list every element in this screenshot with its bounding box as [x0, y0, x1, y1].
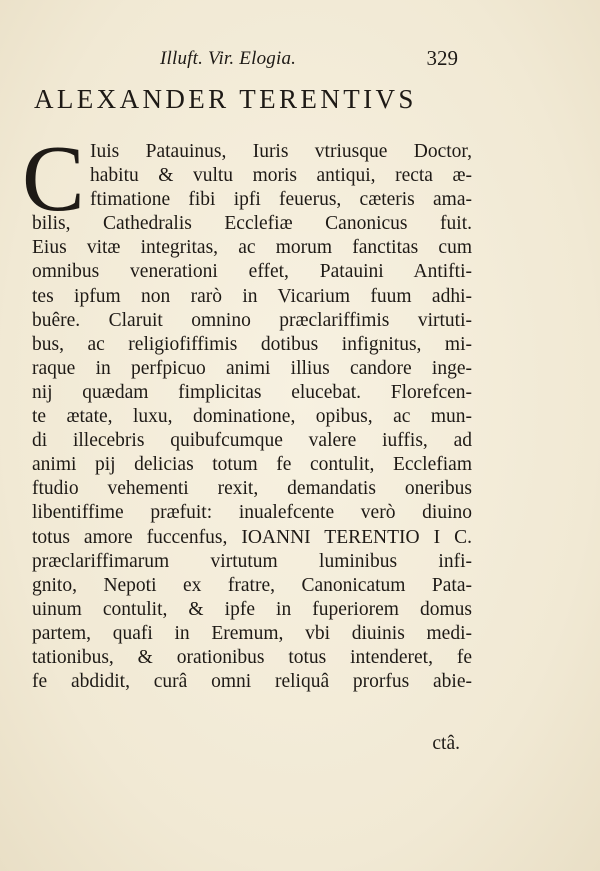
text-line: ftimatione fibi ipfi feuerus, cæteris ama- [90, 189, 472, 211]
text-line: habitu & vultu moris antiqui, recta æ- [90, 165, 472, 187]
text-line: animi pij delicias totum fe contulit, Ecclefiam [32, 454, 472, 476]
text-line: te ætate, luxu, dominatione, opibus, ac mun- [32, 406, 472, 428]
text-line: libentiffime præfuit: inualefcente verò diuino [32, 502, 472, 524]
text-line: bilis, Cathedralis Ecclefiæ Canonicus fuit. [32, 213, 472, 235]
text-line: Eius vitæ integritas, ac morum fanctitas cum [32, 237, 472, 259]
text-line: partem, quafi in Eremum, vbi diuinis medi- [32, 622, 472, 644]
text-line: omnibus venerationi effet, Patauini Antifti- [32, 261, 472, 283]
text-line: fe abdidit, curâ omni reliquâ prorfus abie- [32, 671, 472, 693]
drop-initial: C [22, 127, 85, 231]
text-line: præclariffimarum virtutum luminibus infi- [32, 550, 472, 572]
body-text [32, 140, 472, 694]
text-line: totus amore fuccenfus, IOANNI TERENTIO I C. [32, 526, 472, 548]
text-line: raque in perfpicuo animi illius candore inge- [32, 357, 472, 379]
text-line: ftudio vehementi rexit, demandatis oneribus [32, 478, 472, 500]
catchword: ctâ. [432, 733, 460, 754]
text-line: tes ipfum non rarò in Vicarium fuum adhi- [32, 285, 472, 307]
running-title: Illuft. Vir. Elogia. [160, 48, 297, 69]
page-number: 329 [426, 46, 458, 70]
text-line: tationibus, & orationibus totus intenderet, fe [32, 646, 472, 668]
text-line: nij quædam fimplicitas elucebat. Florefcen- [32, 381, 472, 403]
text-line: gnito, Nepoti ex fratre, Canonicatum Pata- [32, 574, 472, 596]
text-line: Iuis Patauinus, Iuris vtriusque Doctor, [90, 141, 472, 162]
text-line: uinum contulit, & ipfe in fuperiorem domus [32, 598, 472, 620]
entry-heading: ALEXANDER TERENTIVS [34, 84, 417, 114]
text-line: di illecebris quibufcumque valere iuffis, ad [32, 430, 472, 452]
text-line: bus, ac religiofiffimis dotibus infignitus, mi- [32, 333, 472, 355]
running-head [160, 46, 460, 74]
text-line: buêre. Claruit omnino præclariffimis virtuti- [32, 309, 472, 331]
